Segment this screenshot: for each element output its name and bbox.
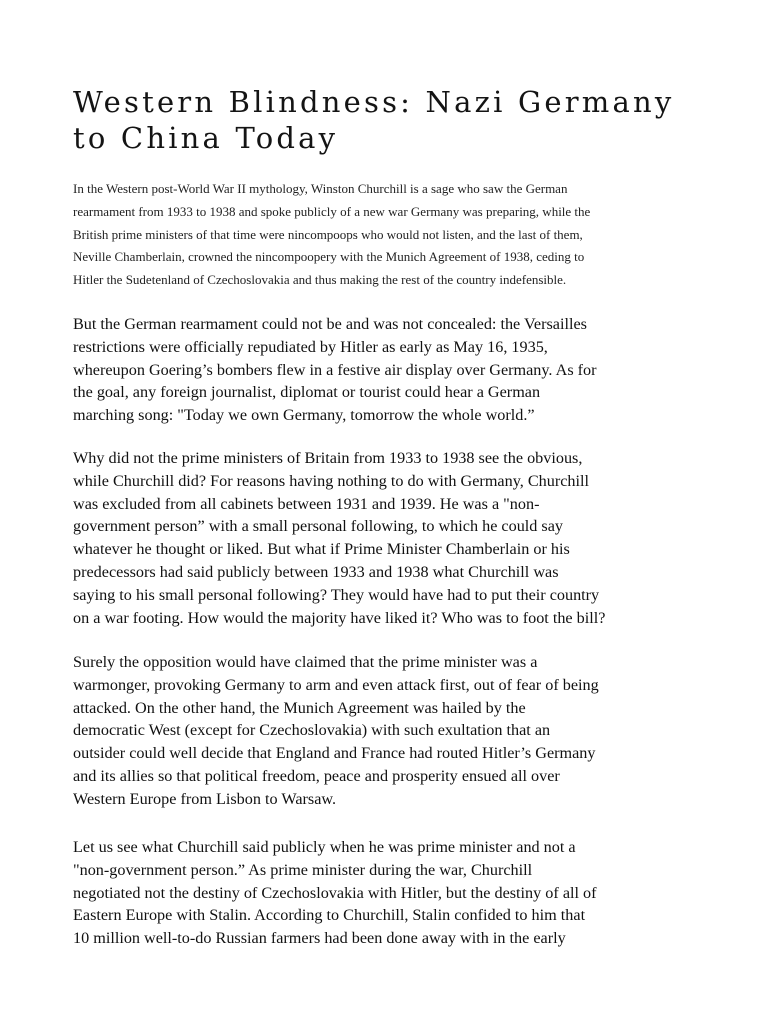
text-line: the goal, any foreign journalist, diplomat or tourist could hear a German [73, 383, 541, 402]
text-line: Eastern Europe with Stalin. According to Churchill, Stalin confided to him that [73, 906, 586, 925]
text-line: democratic West (except for Czechoslovakia) with such exultation that an [73, 721, 551, 740]
text-line: British prime ministers of that time were nincompoops who would not listen, and the last of them, [73, 226, 583, 242]
text-line: marching song: "Today we own Germany, tomorrow the whole world.” [73, 406, 535, 425]
title-line: to China Today [73, 121, 339, 155]
text-line: Neville Chamberlain, crowned the nincompoopery with the Munich Agreement of 1938, ceding to [73, 249, 585, 265]
body-paragraph [73, 651, 713, 811]
text-line: "non-government person.” As prime minister during the war, Churchill [73, 860, 533, 879]
text-line: attacked. On the other hand, the Munich Agreement was hailed by the [73, 698, 526, 717]
text-line: and its allies so that political freedom, peace and prosperity ensued all over [73, 766, 560, 785]
body-paragraph [73, 447, 713, 629]
text-line: rearmament from 1933 to 1938 and spoke publicly of a new war Germany was preparing, while the [73, 203, 591, 219]
title-line: Western Blindness: Nazi Germany [73, 85, 675, 119]
text-line: Let us see what Churchill said publicly when he was prime minister and not a [73, 838, 576, 856]
text-line: warmonger, provoking Germany to arm and even attack first, out of fear of being [73, 675, 599, 694]
text-line: But the German rearmament could not be and was not concealed: the Versailles [73, 315, 587, 333]
text-line: Hitler the Sudetenland of Czechoslovakia and thus making the rest of the country indefensible. [73, 272, 567, 288]
text-line: 10 million well-to-do Russian farmers had been done away with in the early [73, 929, 566, 948]
text-line: whatever he thought or liked. But what if Prime Minister Chamberlain or his [73, 540, 570, 559]
text-line: was excluded from all cabinets between 1931 and 1939. He was a "non- [73, 494, 540, 513]
text-line: Why did not the prime ministers of Britain from 1933 to 1938 see the obvious, [73, 449, 583, 467]
text-line: saying to his small personal following? They would have had to put their country [73, 585, 600, 604]
text-line: negotiated not the destiny of Czechoslovakia with Hitler, but the destiny of all of [73, 883, 597, 902]
text-line: outsider could well decide that England and France had routed Hitler’s Germany [73, 744, 596, 763]
body-paragraph [73, 836, 713, 950]
intro-paragraph [73, 178, 713, 292]
text-line: Western Europe from Lisbon to Warsaw. [73, 789, 337, 808]
text-line: on a war footing. How would the majority have liked it? Who was to foot the bill? [73, 608, 606, 627]
text-line: predecessors had said publicly between 1933 and 1938 what Churchill was [73, 562, 559, 581]
article-title [73, 84, 713, 156]
text-line: restrictions were officially repudiated by Hitler as early as May 16, 1935, [73, 337, 548, 356]
text-line: while Churchill did? For reasons having nothing to do with Germany, Churchill [73, 471, 589, 490]
text-line: Surely the opposition would have claimed that the prime minister was a [73, 653, 538, 671]
body-paragraph [73, 313, 713, 427]
text-line: government person” with a small personal following, to which he could say [73, 517, 564, 536]
text-line: whereupon Goering’s bombers flew in a festive air display over Germany. As for [73, 360, 597, 379]
text-line: In the Western post-World War II mythology, Winston Churchill is a sage who saw the German [73, 181, 568, 196]
